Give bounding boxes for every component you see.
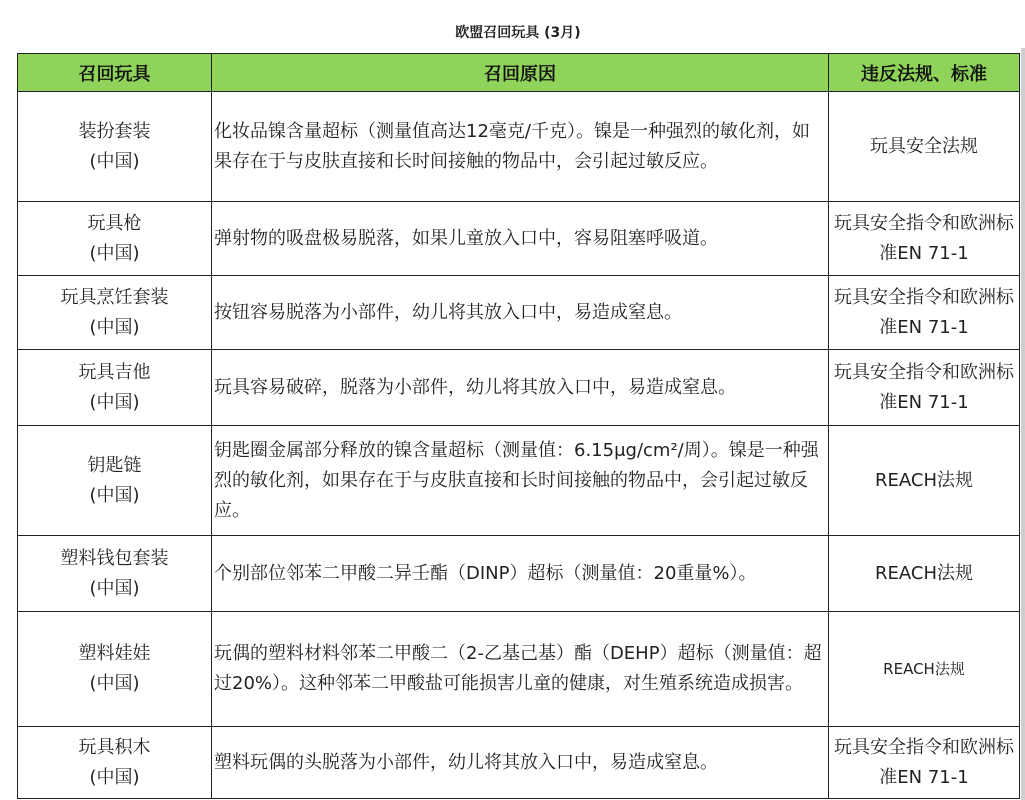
toy-country: (中国) <box>89 673 140 694</box>
toy-name: 玩具枪 <box>87 212 142 234</box>
toy-name: 钥匙链 <box>87 454 142 476</box>
reason-cell: 塑料玩偶的头脱落为小部件，幼儿将其放入口中，易造成窒息。 <box>212 727 829 799</box>
table-row <box>18 536 1020 612</box>
standard-cell: 玩具安全指令和欧洲标准EN 71-1 <box>829 727 1020 799</box>
toy-country: (中国) <box>89 242 140 264</box>
toy-cell <box>18 612 212 727</box>
table-row <box>18 276 1020 350</box>
toy-cell <box>18 276 212 350</box>
toy-cell <box>18 92 212 202</box>
toy-cell <box>18 727 212 799</box>
reason-cell: 弹射物的吸盘极易脱落，如果儿童放入口中，容易阻塞呼吸道。 <box>212 202 829 276</box>
toy-cell <box>18 536 212 612</box>
reason-cell: 玩具容易破碎，脱落为小部件，幼儿将其放入口中，易造成窒息。 <box>212 350 829 426</box>
toy-country: (中国) <box>89 391 140 413</box>
toy-name: 装扮套装 <box>78 120 151 142</box>
table-row <box>18 612 1020 727</box>
table-row <box>18 350 1020 426</box>
standard-cell: 玩具安全指令和欧洲标准EN 71-1 <box>829 276 1020 350</box>
recall-table <box>17 53 1020 799</box>
toy-cell <box>18 426 212 536</box>
toy-name: 塑料钱包套装 <box>60 547 169 569</box>
header-row <box>18 54 1020 92</box>
reason-cell: 玩偶的塑料材料邻苯二甲酸二（2-乙基己基）酯（DEHP）超标（测量值：超过20%）。这种邻苯二甲酸盐可能损害儿童的健康，对生殖系统造成损害。 <box>212 612 829 727</box>
standard-cell: 玩具安全法规 <box>829 92 1020 202</box>
toy-country: (中国) <box>89 484 140 506</box>
reason-cell: 按钮容易脱落为小部件，幼儿将其放入口中，易造成窒息。 <box>212 276 829 350</box>
standard-cell: 玩具安全指令和欧洲标准EN 71-1 <box>829 202 1020 276</box>
table-row <box>18 92 1020 202</box>
reason-cell: 个别部位邻苯二甲酸二异壬酯（DINP）超标（测量值：20重量%）。 <box>212 536 829 612</box>
toy-name: 玩具积木 <box>78 736 151 758</box>
table-title: 欧盟召回玩具 (3月) <box>455 25 581 41</box>
reason-cell: 化妆品镍含量超标（测量值高达12毫克/千克）。镍是一种强烈的敏化剂，如果存在于与皮肤直接和长时间接触的物品中，会引起过敏反应。 <box>212 92 829 202</box>
standard-cell: REACH法规 <box>829 536 1020 612</box>
toy-name: 玩具烹饪套装 <box>60 286 169 308</box>
header-reason: 召回原因 <box>212 54 829 92</box>
toy-name: 塑料娃娃 <box>78 643 151 664</box>
standard-cell: 玩具安全指令和欧洲标准EN 71-1 <box>829 350 1020 426</box>
scrollbar[interactable] <box>1021 48 1025 800</box>
toy-country: (中国) <box>89 316 140 338</box>
header-toy: 召回玩具 <box>18 54 212 92</box>
table-row <box>18 202 1020 276</box>
standard-cell: REACH法规 <box>829 612 1020 727</box>
reason-cell: 钥匙圈金属部分释放的镍含量超标（测量值：6.15μg/cm²/周）。镍是一种强烈的敏化剂，如果存在于与皮肤直接和长时间接触的物品中，会引起过敏反应。 <box>212 426 829 536</box>
toy-name: 玩具吉他 <box>78 361 151 383</box>
toy-country: (中国) <box>89 150 140 172</box>
toy-cell <box>18 202 212 276</box>
toy-country: (中国) <box>89 766 140 788</box>
header-standard: 违反法规、标准 <box>829 54 1020 92</box>
standard-cell: REACH法规 <box>829 426 1020 536</box>
table-row <box>18 426 1020 536</box>
table-row <box>18 727 1020 799</box>
toy-country: (中国) <box>89 577 140 599</box>
toy-cell <box>18 350 212 426</box>
